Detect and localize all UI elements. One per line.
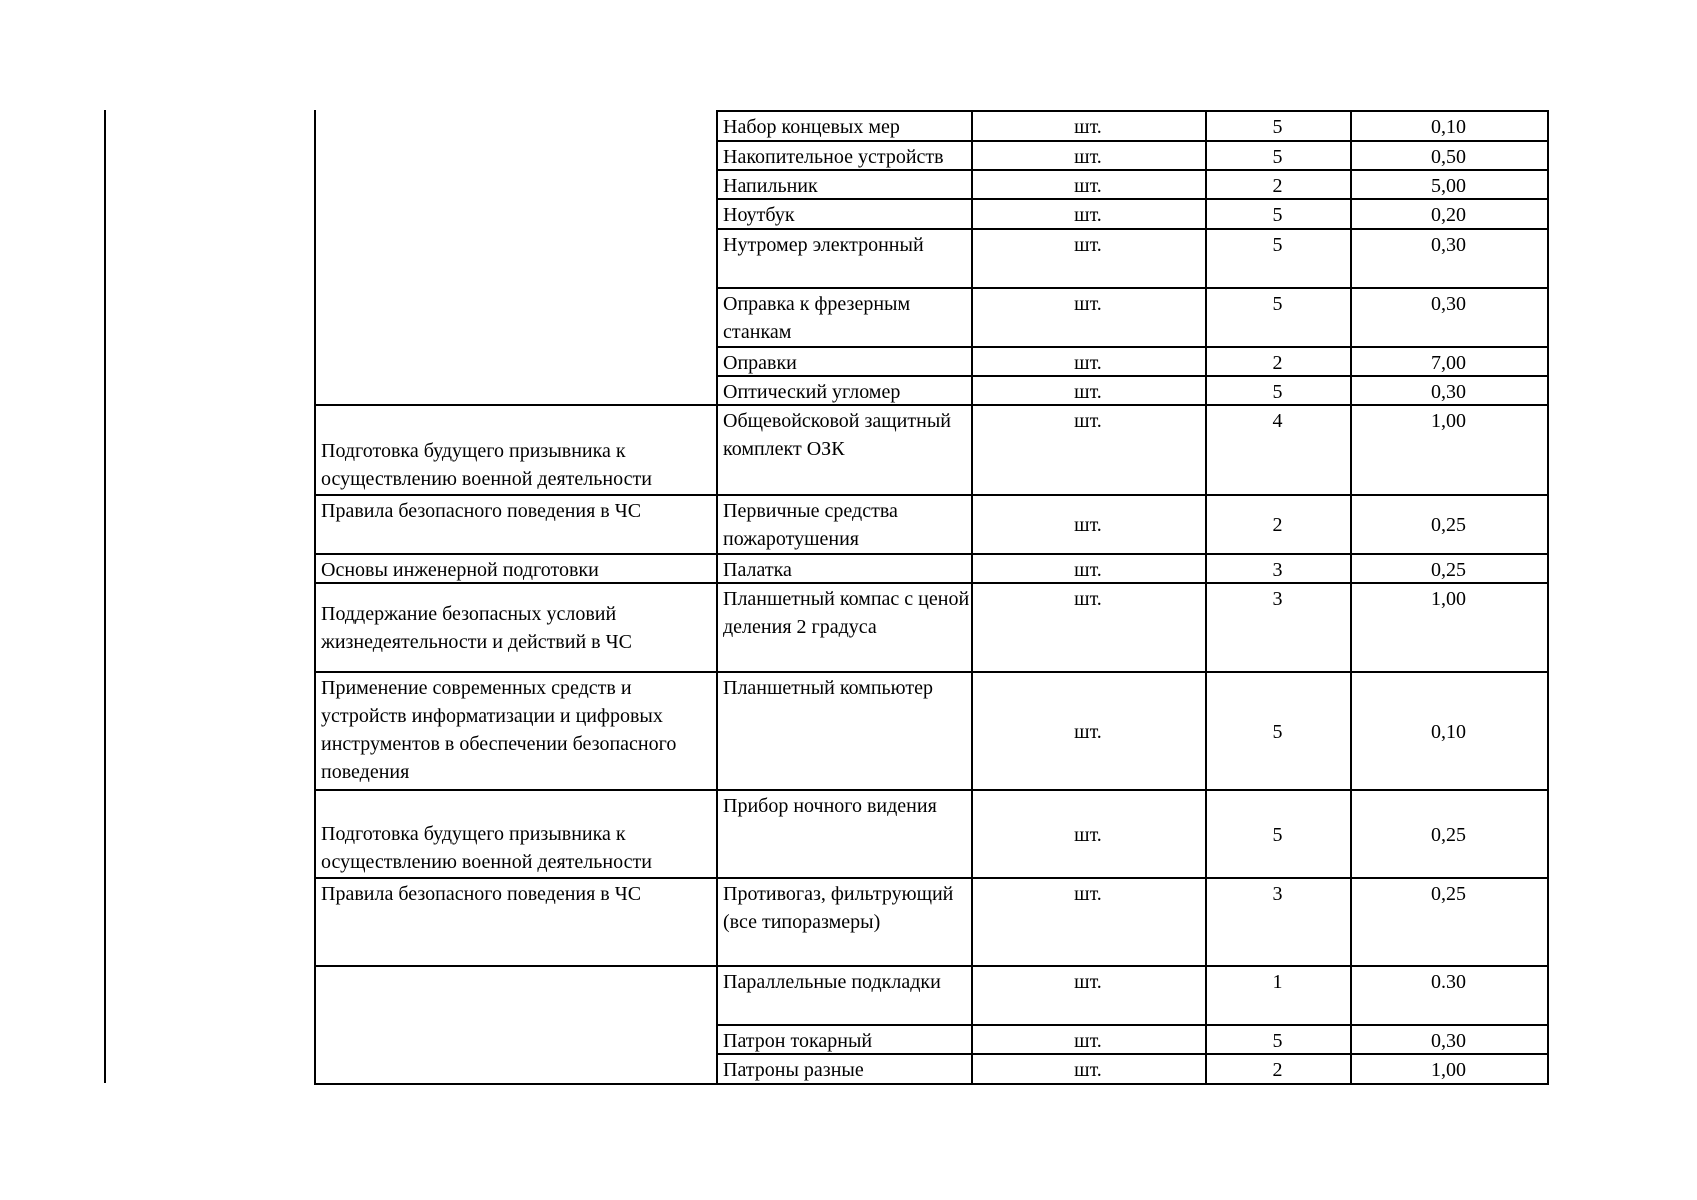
item-quantity-text: 3 (1272, 588, 1283, 610)
section-cell (316, 792, 717, 876)
item-rate-text: 0,25 (1431, 823, 1466, 846)
item-name-text: Оптический угломер (723, 381, 901, 403)
item-rate (1352, 880, 1545, 965)
item-quantity (1207, 968, 1348, 1024)
item-quantity (1207, 674, 1348, 789)
section-border-15 (314, 965, 716, 967)
section-cell (316, 674, 717, 788)
item-quantity (1207, 792, 1348, 877)
item-name-text: Патроны разные (723, 1059, 864, 1081)
section-border-14 (314, 877, 716, 879)
row-border-8 (716, 404, 1549, 406)
item-unit (973, 556, 1203, 582)
row-border-18 (716, 1083, 1549, 1085)
section-border-8 (314, 404, 716, 406)
item-quantity-text: 4 (1272, 410, 1283, 432)
item-rate-text: 1,00 (1431, 1059, 1466, 1081)
item-unit (973, 792, 1203, 877)
row-border-0 (716, 110, 1549, 112)
item-rate (1352, 674, 1545, 789)
item-rate (1352, 1056, 1545, 1083)
item-quantity (1207, 231, 1348, 287)
item-name (718, 290, 972, 346)
item-name-text: Оправки (723, 352, 797, 374)
item-quantity (1207, 201, 1348, 228)
item-name-text: Параллельные подкладки (723, 971, 941, 993)
section-cell (316, 497, 717, 552)
item-unit (973, 880, 1203, 965)
item-quantity (1207, 585, 1348, 671)
item-unit-text: шт. (1074, 410, 1102, 432)
column-border-4 (1547, 110, 1549, 1085)
item-quantity-text: 3 (1272, 883, 1283, 905)
item-name (718, 1027, 972, 1053)
item-rate (1352, 143, 1545, 169)
item-name-text: Общевойсковой защитный комплект ОЗК (723, 410, 951, 460)
item-rate (1352, 113, 1545, 140)
section-border-9 (314, 494, 716, 496)
item-quantity-text: 5 (1272, 293, 1283, 315)
item-quantity (1207, 880, 1348, 965)
item-unit (973, 585, 1203, 671)
item-quantity (1207, 1056, 1348, 1083)
item-name (718, 407, 972, 494)
item-quantity-text: 1 (1272, 971, 1283, 993)
item-name (718, 792, 972, 877)
section-border-12 (314, 671, 716, 673)
item-quantity-text: 5 (1272, 204, 1283, 226)
item-name-text: Планшетный компьютер (723, 677, 933, 699)
item-unit (973, 378, 1203, 404)
item-name (718, 968, 972, 1024)
item-rate (1352, 968, 1545, 1024)
item-quantity (1207, 1027, 1348, 1053)
item-unit-text: шт. (1074, 293, 1102, 315)
item-unit-text: шт. (1074, 381, 1102, 403)
item-quantity-text: 5 (1272, 823, 1283, 846)
item-rate-text: 0,50 (1431, 146, 1466, 168)
row-border-3 (716, 198, 1549, 200)
item-rate-text: 1,00 (1431, 588, 1466, 610)
item-name-text: Набор концевых мер (723, 116, 900, 138)
item-quantity (1207, 556, 1348, 582)
row-border-11 (716, 582, 1549, 584)
row-border-1 (716, 140, 1549, 142)
row-border-2 (716, 169, 1549, 171)
item-unit (973, 113, 1203, 140)
section-cell (316, 880, 717, 964)
item-unit-text: шт. (1074, 588, 1102, 610)
item-rate-text: 0,30 (1431, 381, 1466, 403)
item-rate-text: 7,00 (1431, 352, 1466, 374)
row-border-9 (716, 494, 1549, 496)
item-rate (1352, 231, 1545, 287)
item-rate (1352, 585, 1545, 671)
item-unit-text: шт. (1074, 116, 1102, 138)
item-rate (1352, 497, 1545, 553)
section-cell (316, 556, 717, 581)
item-rate-text: 0,25 (1431, 883, 1466, 905)
item-rate (1352, 556, 1545, 582)
item-name-text: Оправка к фрезерным станкам (723, 293, 911, 343)
item-unit-text: шт. (1074, 175, 1102, 197)
item-rate-text: 0.30 (1431, 971, 1466, 993)
section-cell (316, 407, 717, 493)
item-quantity-text: 5 (1272, 381, 1283, 403)
item-unit (973, 201, 1203, 228)
item-quantity-text: 2 (1272, 1059, 1283, 1081)
item-unit (973, 968, 1203, 1024)
item-quantity-text: 5 (1272, 720, 1283, 743)
item-unit-text: шт. (1074, 720, 1102, 743)
item-rate-text: 0,25 (1431, 514, 1466, 536)
item-name (718, 497, 972, 553)
item-rate (1352, 201, 1545, 228)
item-rate-text: 0,30 (1431, 1030, 1466, 1052)
item-unit-text: шт. (1074, 514, 1102, 536)
item-name (718, 231, 972, 287)
item-rate-text: 0,20 (1431, 204, 1466, 226)
item-quantity-text: 5 (1272, 1030, 1283, 1052)
item-quantity (1207, 290, 1348, 346)
item-unit (973, 349, 1203, 375)
section-cell-text: Правила безопасного поведения в ЧС (321, 883, 642, 905)
section-cell-text: Поддержание безопасных условий жизнедеятельности и действий в ЧС (321, 602, 632, 653)
item-unit (973, 231, 1203, 287)
item-name (718, 113, 972, 140)
item-rate (1352, 290, 1545, 346)
item-rate (1352, 407, 1545, 494)
item-rate (1352, 1027, 1545, 1053)
item-unit-text: шт. (1074, 559, 1102, 581)
section-border-13 (314, 789, 716, 791)
section-cell-text: Подготовка будущего призывника к осуществлению военной деятельности (321, 823, 652, 873)
item-quantity-text: 2 (1272, 175, 1283, 197)
item-unit-text: шт. (1074, 883, 1102, 905)
item-unit-text: шт. (1074, 204, 1102, 226)
item-name (718, 172, 972, 198)
item-name (718, 201, 972, 228)
section-cell-text: Правила безопасного поведения в ЧС (321, 500, 642, 522)
item-name (718, 556, 972, 582)
item-quantity-text: 5 (1272, 234, 1283, 256)
section-border-18 (314, 1083, 716, 1085)
item-rate-text: 0,25 (1431, 559, 1466, 581)
item-name (718, 1056, 972, 1083)
row-border-10 (716, 553, 1549, 555)
item-name (718, 143, 972, 169)
item-name-text: Прибор ночного видения (723, 795, 937, 817)
item-unit (973, 674, 1203, 789)
item-name-text: Напильник (723, 175, 818, 197)
item-quantity (1207, 113, 1348, 140)
row-border-17 (716, 1053, 1549, 1055)
item-unit (973, 1027, 1203, 1053)
item-name-text: Патрон токарный (723, 1030, 873, 1052)
item-unit-text: шт. (1074, 146, 1102, 168)
row-border-4 (716, 228, 1549, 230)
item-rate (1352, 349, 1545, 375)
item-rate-text: 5,00 (1431, 175, 1466, 197)
item-name (718, 349, 972, 375)
row-border-16 (716, 1024, 1549, 1026)
item-quantity-text: 5 (1272, 146, 1283, 168)
row-border-13 (716, 789, 1549, 791)
item-unit (973, 172, 1203, 198)
row-border-7 (716, 375, 1549, 377)
item-unit (973, 290, 1203, 346)
item-rate-text: 0,10 (1431, 116, 1466, 138)
item-unit-text: шт. (1074, 234, 1102, 256)
item-quantity (1207, 497, 1348, 553)
item-quantity-text: 2 (1272, 352, 1283, 374)
item-name (718, 585, 972, 671)
item-rate-text: 0,30 (1431, 293, 1466, 315)
item-rate (1352, 792, 1545, 877)
section-cell-text: Основы инженерной подготовки (321, 559, 599, 581)
item-quantity (1207, 378, 1348, 404)
item-quantity-text: 3 (1272, 559, 1283, 581)
item-rate-text: 1,00 (1431, 410, 1466, 432)
item-name-text: Противогаз, фильтрующий (все типоразмеры) (723, 883, 954, 933)
item-unit (973, 1056, 1203, 1083)
row-border-15 (716, 965, 1549, 967)
item-unit-text: шт. (1074, 971, 1102, 993)
item-quantity (1207, 407, 1348, 494)
item-name-text: Накопительное устройств (723, 146, 944, 168)
item-unit-text: шт. (1074, 1030, 1102, 1052)
row-border-12 (716, 671, 1549, 673)
section-cell-text: Применение современных средств и устройств информатизации и цифровых инструментов в обеспечении безопасного поведения (321, 677, 677, 783)
item-rate-text: 0,10 (1431, 720, 1466, 743)
item-unit-text: шт. (1074, 1059, 1102, 1081)
item-name-text: Первичные средства пожаротушения (723, 500, 898, 550)
section-border-10 (314, 553, 716, 555)
item-quantity (1207, 143, 1348, 169)
item-unit-text: шт. (1074, 352, 1102, 374)
section-cell (316, 585, 717, 670)
item-quantity (1207, 349, 1348, 375)
item-name-text: Палатка (723, 559, 792, 581)
item-name-text: Планшетный компас с ценой деления 2 градуса (723, 588, 970, 638)
item-name (718, 378, 972, 404)
page-margin-line (104, 110, 106, 1083)
section-border-11 (314, 582, 716, 584)
item-rate (1352, 172, 1545, 198)
row-border-14 (716, 877, 1549, 879)
item-quantity (1207, 172, 1348, 198)
item-unit (973, 143, 1203, 169)
item-rate-text: 0,30 (1431, 234, 1466, 256)
item-unit (973, 497, 1203, 553)
section-cell-text: Подготовка будущего призывника к осуществлению военной деятельности (321, 440, 652, 490)
item-name-text: Нутромер электронный (723, 234, 924, 256)
item-name (718, 880, 972, 965)
row-border-6 (716, 346, 1549, 348)
item-unit-text: шт. (1074, 823, 1102, 846)
item-quantity-text: 5 (1272, 116, 1283, 138)
item-rate (1352, 378, 1545, 404)
item-name (718, 674, 972, 789)
item-unit (973, 407, 1203, 494)
item-name-text: Ноутбук (723, 204, 795, 226)
item-quantity-text: 2 (1272, 514, 1283, 536)
row-border-5 (716, 287, 1549, 289)
